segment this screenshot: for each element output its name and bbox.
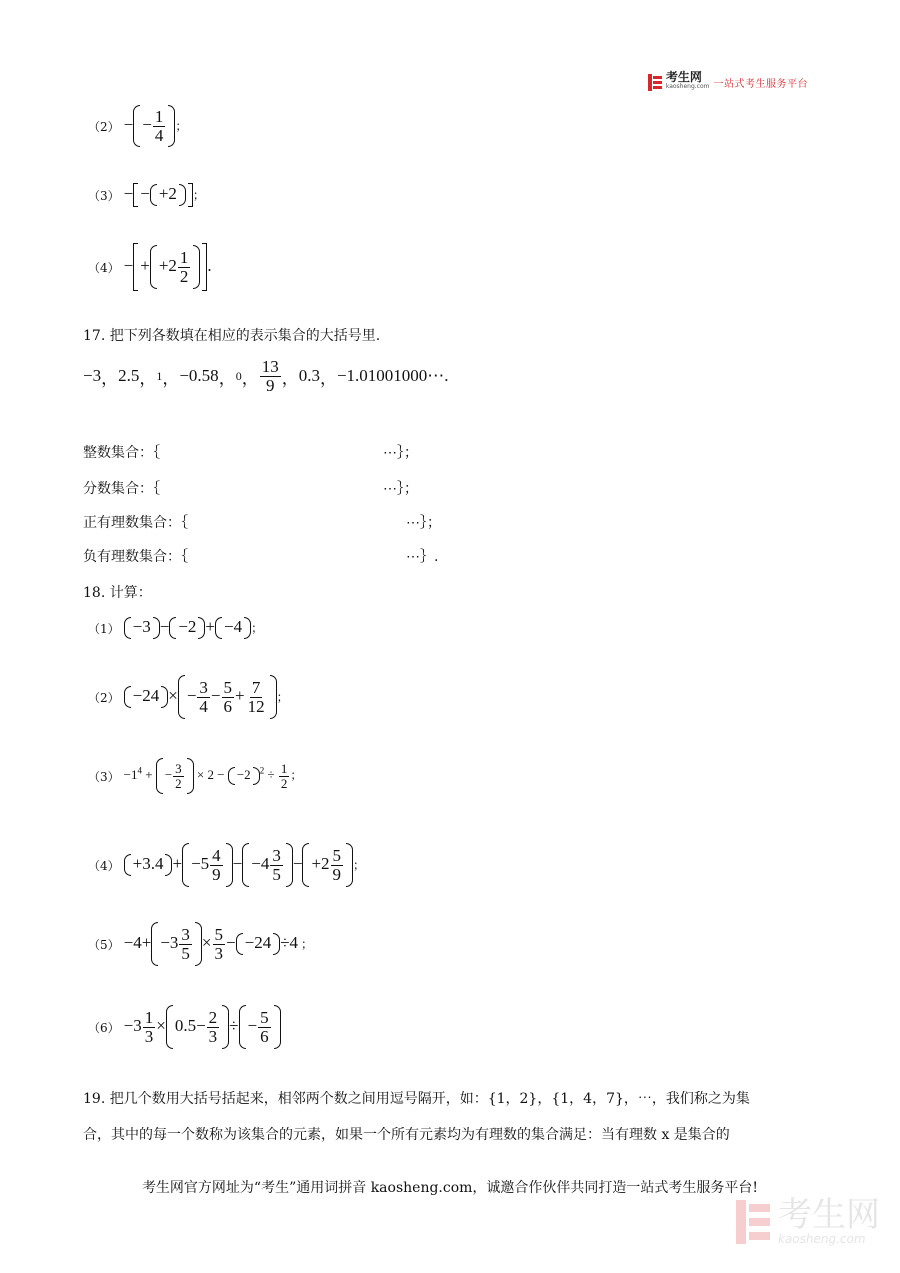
brand-name: 考生网 kaosheng.com [665,70,710,90]
kaosheng-watermark-icon [736,1200,770,1244]
math-expression: − + +2 $\frac{1}{2}$ . [124,243,212,291]
item-label: （2） [88,119,120,134]
fraction: $\frac{13}{9}$ [261,357,279,395]
math-expression: −3 $\frac{1}{3}$ × 0.5− $\frac{2}{3}$ ÷ − $\frac{5}{6}$ [124,1005,281,1049]
set-negative-rationals-end: ⋯｝. [406,549,439,565]
item-label: （4） [88,260,120,275]
item-label: （4） [88,858,120,873]
math-expression: −3 − −2 + −4 ； [124,617,263,639]
item-label: （3） [88,188,120,203]
header-logo [648,72,808,92]
item-label: （6） [88,1020,120,1035]
number-item: 1 [156,368,163,383]
math-expression: − − $\frac{1}{4}$ ； [124,105,188,147]
set-fractions-end: ⋯｝； [383,481,418,497]
watermark-domain: kaosheng.com [778,1232,866,1246]
set-negative-rationals: 负有理数集合：｛ [83,549,188,565]
page-footer: 考生网官方网址为“考生”通用词拼音 kaosheng.com，诚邀合作伙伴共同打造一站式考生服务平台! [141,1180,759,1196]
q18-item-1 [88,617,263,639]
number-item: 2.5 [118,366,140,386]
q17-number-list: −3 ， 2.5 ， 1 ， −0.58 ， 0 ， $\frac{13}{9}$ ， 0.3 ， −1.01001000⋯ . [83,357,449,395]
q16-item-4 [88,243,212,291]
q18-item-6 [88,1005,281,1049]
math-expression: $-1^4$ + − $\frac{3}{2}$ × 2 − −2 $^2$ ÷ $\frac{1}{2}$ ； [124,758,303,794]
header-slogan: 一站式考生服务平台 [713,78,808,90]
kaosheng-logo-icon [648,74,662,91]
q18-item-4 [88,843,365,887]
number-item: −3 [83,366,102,386]
number-item: 0 [235,368,242,383]
q16-item-3 [88,183,205,207]
q16-item-2 [88,105,187,147]
q18-title: 18. 计算： [83,585,152,601]
math-expression: +3.4 + −5 $\frac{4}{9}$ − −4 $\frac{3}{5}$ − +2 $\frac{5}{9}$ ； [124,843,365,887]
item-label: （2） [88,690,120,705]
q19-line-2: 合，其中的每一个数称为该集合的元素，如果一个所有元素均为有理数的集合满足：当有理数 x 是集合的 [83,1127,730,1143]
q18-item-2 [88,675,289,719]
item-label: （3） [88,769,120,784]
set-integers-end: ⋯｝； [383,445,418,461]
item-label: （1） [88,621,120,636]
math-expression: −4+ −3 $\frac{3}{5}$ × $\frac{5}{3}$ − −24 ÷4 ； [124,922,313,966]
number-item: 0.3 [298,366,320,386]
watermark [736,1195,880,1246]
set-positive-rationals: 正有理数集合：｛ [83,515,188,531]
watermark-text: 考生网 [778,1195,880,1235]
q18-item-5 [88,922,313,966]
number-item: −0.58 [179,366,219,386]
math-expression: − − +2 ； [124,183,205,207]
math-expression: −24 × − $\frac{3}{4}$ − $\frac{5}{6}$ + $\frac{7}{12}$ ； [124,675,289,719]
q17-title: 17. 把下列各数填在相应的表示集合的大括号里. [83,328,381,344]
number-item: −1.01001000⋯ [336,366,445,386]
set-positive-rationals-end: ⋯｝； [406,515,441,531]
q18-item-3 [88,758,302,794]
set-integers: 整数集合：｛ [83,445,160,461]
set-fractions: 分数集合：｛ [83,481,160,497]
item-label: （5） [88,937,120,952]
q19-line-1: 19. 把几个数用大括号括起来，相邻两个数之间用逗号隔开，如：{1，2}，{1，4，7}，⋯，我们称之为集 [83,1091,750,1107]
